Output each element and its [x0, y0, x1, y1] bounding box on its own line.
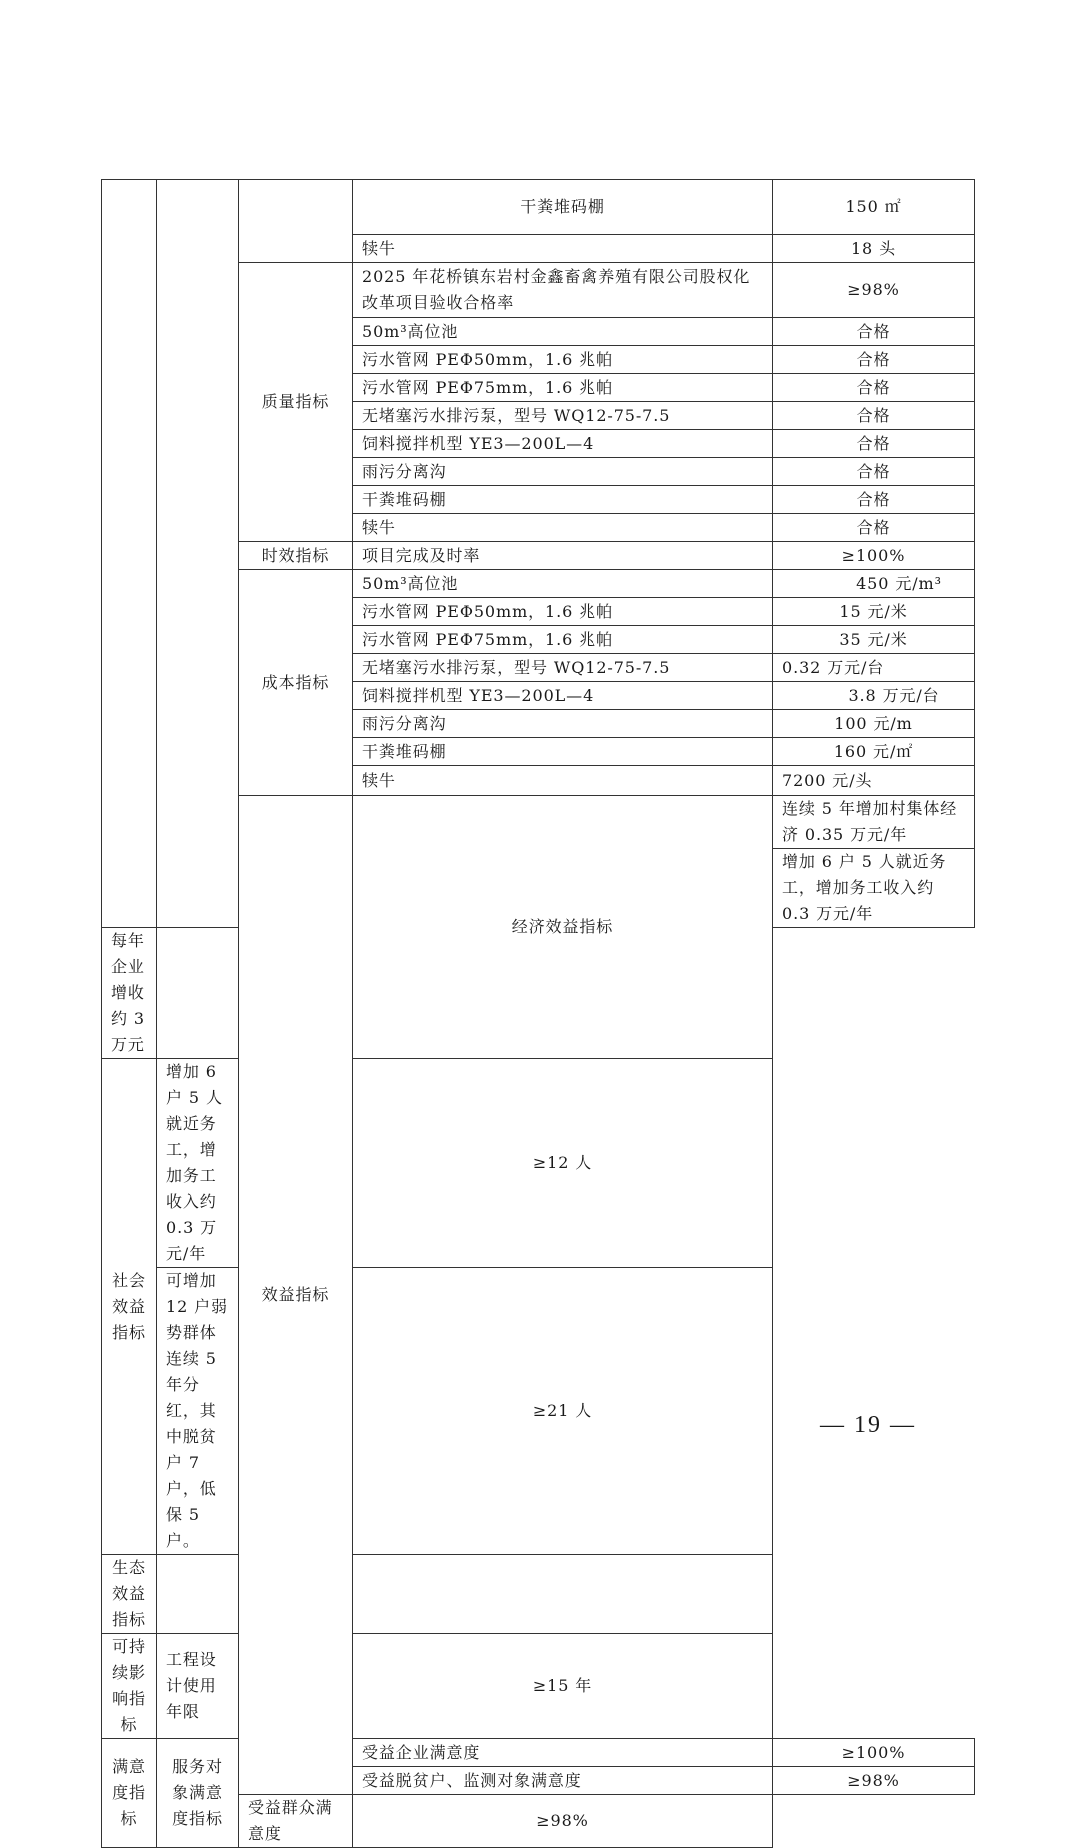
item-cell: 50m³高位池	[353, 318, 773, 346]
value-cell: 合格	[773, 346, 975, 374]
item-cell: 受益脱贫户、监测对象满意度	[353, 1767, 773, 1795]
timeliness-indicator-label: 时效指标	[239, 542, 353, 570]
item-cell: 受益企业满意度	[353, 1739, 773, 1767]
table-row	[102, 1059, 975, 1268]
ecological-benefit-label: 生态效益指标	[102, 1555, 157, 1634]
value-cell: 0.32 万元/台	[773, 654, 975, 682]
value-cell: 合格	[773, 402, 975, 430]
value-cell	[157, 928, 239, 1059]
value-cell: 100 元/m	[773, 710, 975, 738]
table-row	[102, 1268, 975, 1555]
value-cell: 160 元/㎡	[773, 738, 975, 766]
item-cell: 污水管网 PEΦ75mm，1.6 兆帕	[353, 626, 773, 654]
item-cell: 污水管网 PEΦ50mm，1.6 兆帕	[353, 598, 773, 626]
value-cell: 15 元/米	[773, 598, 975, 626]
benefit-indicator-label: 效益指标	[239, 796, 353, 1795]
item-cell: 干粪堆码棚	[353, 486, 773, 514]
value-cell: ≥12 人	[353, 1059, 773, 1268]
value-cell: 合格	[773, 430, 975, 458]
value-cell: ≥21 人	[353, 1268, 773, 1555]
item-cell: 干粪堆码棚	[353, 180, 773, 235]
table-row	[102, 180, 975, 235]
value-cell: 合格	[773, 374, 975, 402]
value-cell: 7200 元/头	[773, 766, 975, 796]
value-cell: 150 ㎡	[773, 180, 975, 235]
item-cell: 无堵塞污水排污泵，型号 WQ12-75-7.5	[353, 402, 773, 430]
value-cell: ≥98%	[773, 1767, 975, 1795]
second-level-indicator-cell	[157, 180, 239, 928]
item-cell: 受益群众满意度	[239, 1795, 353, 1848]
table-row	[102, 1739, 975, 1767]
item-cell: 工程设计使用年限	[157, 1634, 239, 1739]
item-cell: 每年企业增收约 3 万元	[102, 928, 157, 1059]
item-cell: 犊牛	[353, 766, 773, 796]
item-cell: 可增加 12 户弱势群体连续 5 年分红，其中脱贫户 7 户，低保 5 户。	[157, 1268, 239, 1555]
table-row	[102, 1555, 975, 1634]
performance-indicator-table	[101, 179, 975, 1848]
value-cell: ≥100%	[773, 542, 975, 570]
cost-indicator-label: 成本指标	[239, 570, 353, 796]
value-cell: ≥15 年	[353, 1634, 773, 1739]
item-cell: 犊牛	[353, 235, 773, 263]
value-cell: ≥98%	[773, 263, 975, 318]
first-level-indicator-cell	[102, 180, 157, 928]
value-cell: 合格	[773, 486, 975, 514]
value-cell: 合格	[773, 458, 975, 486]
item-cell: 增加 6 户 5 人就近务工，增加务工收入约 0.3 万元/年	[773, 849, 975, 928]
item-cell: 犊牛	[353, 514, 773, 542]
social-benefit-label: 社会效益指标	[102, 1059, 157, 1555]
item-cell: 50m³高位池	[353, 570, 773, 598]
item-cell: 污水管网 PEΦ50mm，1.6 兆帕	[353, 346, 773, 374]
item-cell: 饲料搅拌机型 YE3—200L—4	[353, 430, 773, 458]
sustainable-impact-label: 可持续影响指标	[102, 1634, 157, 1739]
item-cell: 污水管网 PEΦ75mm，1.6 兆帕	[353, 374, 773, 402]
value-cell: 合格	[773, 514, 975, 542]
value-cell	[353, 1555, 773, 1634]
value-cell: 35 元/米	[773, 626, 975, 654]
item-cell: 雨污分离沟	[353, 458, 773, 486]
value-cell: ≥98%	[353, 1795, 773, 1848]
service-object-satisfaction-label: 服务对象满意度指标	[157, 1739, 239, 1848]
value-cell: ≥100%	[773, 1739, 975, 1767]
item-cell: 连续 5 年增加村集体经济 0.35 万元/年	[773, 796, 975, 849]
item-cell	[157, 1555, 239, 1634]
value-cell: 450 元/m³	[773, 570, 975, 598]
item-cell: 项目完成及时率	[353, 542, 773, 570]
quantity-indicator-cell	[239, 180, 353, 263]
quality-indicator-label: 质量指标	[239, 263, 353, 542]
page-number: — 19 —	[820, 1412, 916, 1438]
item-cell: 干粪堆码棚	[353, 738, 773, 766]
value-cell: 3.8 万元/台	[773, 682, 975, 710]
item-cell: 增加 6 户 5 人就近务工，增加务工收入约 0.3 万元/年	[157, 1059, 239, 1268]
item-cell: 无堵塞污水排污泵，型号 WQ12-75-7.5	[353, 654, 773, 682]
table-row	[102, 1634, 975, 1739]
item-cell: 雨污分离沟	[353, 710, 773, 738]
economic-benefit-label: 经济效益指标	[353, 796, 773, 1059]
value-cell: 合格	[773, 318, 975, 346]
item-cell: 2025 年花桥镇东岩村金鑫畜禽养殖有限公司股权化改革项目验收合格率	[353, 263, 773, 318]
item-cell: 饲料搅拌机型 YE3—200L—4	[353, 682, 773, 710]
value-cell: 18 头	[773, 235, 975, 263]
satisfaction-indicator-label: 满意度指标	[102, 1739, 157, 1848]
